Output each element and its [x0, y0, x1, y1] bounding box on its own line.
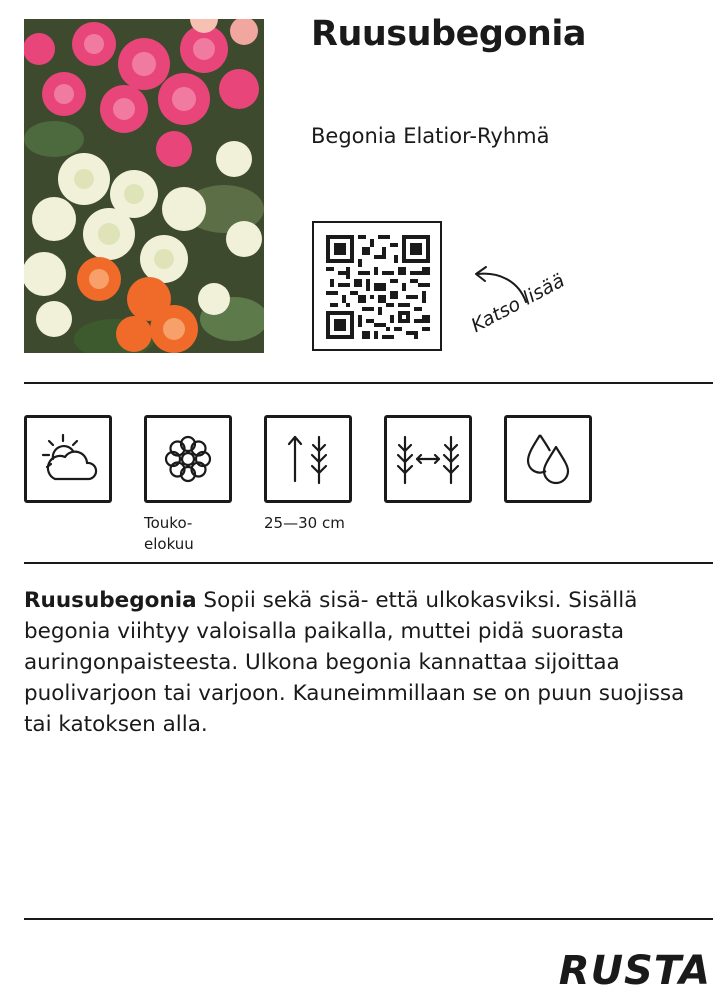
rusta-logo: RUSTA [558, 948, 711, 994]
qr-code[interactable] [312, 221, 442, 351]
divider [24, 382, 713, 384]
spacing-plants-icon [384, 415, 472, 503]
description-lead: Ruusubegonia [24, 588, 197, 613]
divider [24, 918, 713, 920]
height-plant-icon [264, 415, 352, 503]
description [24, 585, 704, 740]
qr-callout: Katso lisää [467, 269, 569, 337]
flower-icon [144, 415, 232, 503]
height-label: 25—30 cm [264, 514, 345, 532]
description-text: Sopii sekä sisä- että ulkokasviksi. Sisällä begonia viihtyy valoisalla paikalla, muttei pidä suorasta auringonpaisteesta. Ulkona begonia kannattaa sijoittaa puolivarjoon tai varjoon. Kauneimmillaan se on puun suojissa tai katoksen alla. [24, 588, 685, 737]
begonia-photo [24, 19, 264, 353]
bloom-period-label: Touko- elokuu [144, 514, 194, 553]
water-drops-icon [504, 415, 592, 503]
page-title: Ruusubegonia [311, 14, 586, 54]
sun-cloud-icon [24, 415, 112, 503]
latin-name: Begonia Elatior-Ryhmä [311, 124, 550, 148]
divider [24, 562, 713, 564]
